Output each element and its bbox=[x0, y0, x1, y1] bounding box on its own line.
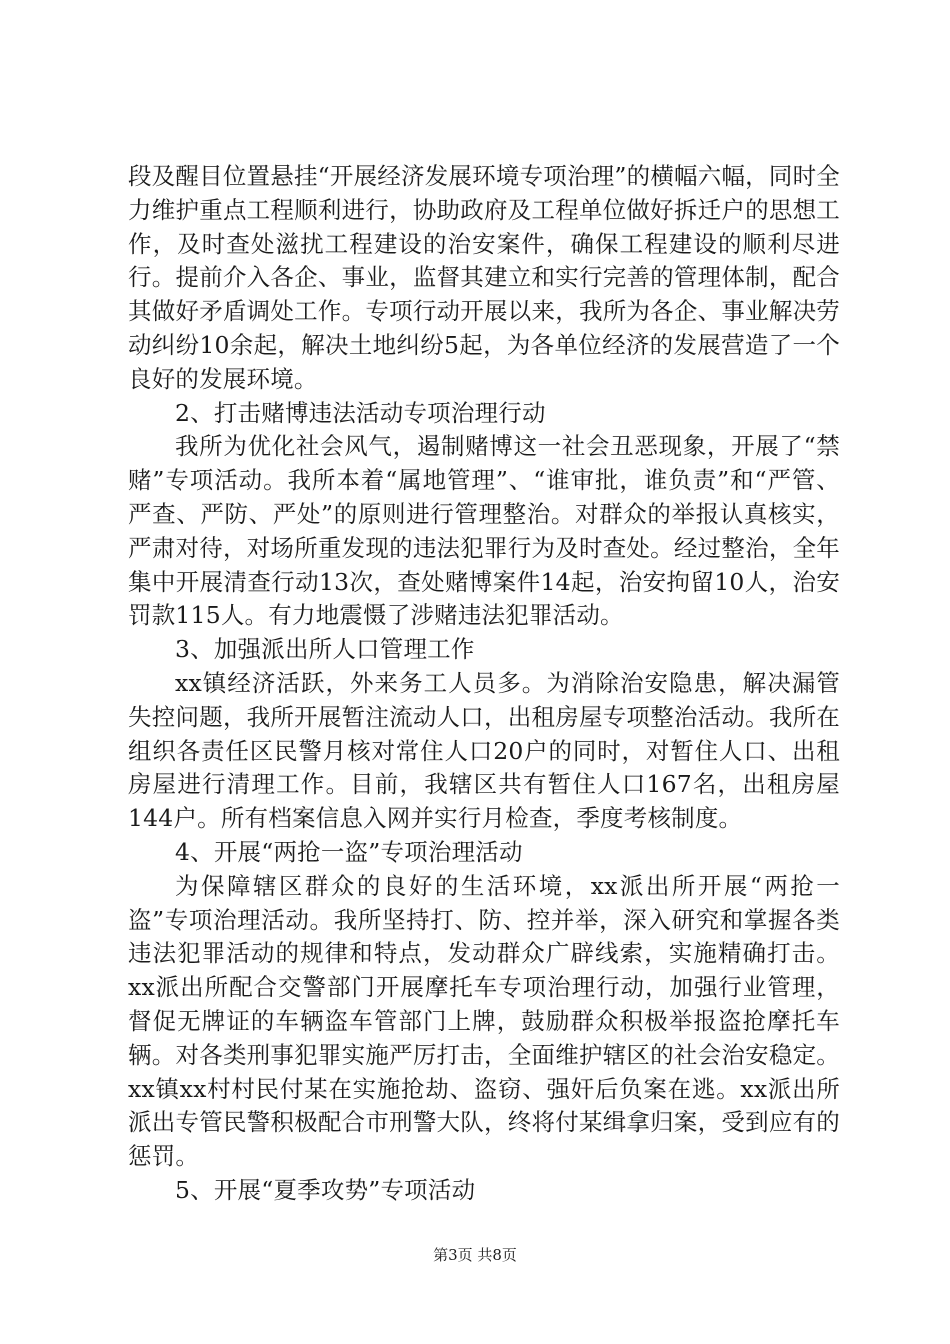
heading-summer-offensive: 5、开展“夏季攻势”专项活动 bbox=[175, 1175, 476, 1204]
paragraph-economic-environment: 段及醒目位置悬挂“开展经济发展环境专项治理”的横幅六幅，同时全力维护重点工程顺利进行，协助政府及工程单位做好拆迁户的思想工作，及时查处滋扰工程建设的治安案件，确保工程建设的顺利尽进行。提前介入各企、事业，监督其建立和实行完善的管理体制，配合其做好矛盾调处工作。专项行动开展以来，我所为各企、事业解决劳动纠纷10余起，解决土地纠纷5起，为各单位经济的发展营造了一个良好的发展环境。 bbox=[128, 162, 840, 393]
paragraph-gambling-crackdown: 我所为优化社会风气，遏制赌博这一社会丑恶现象，开展了“禁赌”专项活动。我所本着“属地管理”、“谁审批，谁负责”和“严管、严查、严防、严处”的原则进行管理整治。对群众的举报认真核实，严肃对待，对场所重发现的违法犯罪行为及时查处。经过整治，全年集中开展清查行动13次，查处赌博案件14起，治安拘留10人，治安罚款115人。有力地震慑了涉赌违法犯罪活动。 bbox=[128, 432, 840, 630]
page-number-footer: 第3页 共8页 bbox=[433, 1246, 517, 1264]
document-body bbox=[128, 160, 840, 1208]
heading-gambling-crackdown: 2、打击赌博违法活动专项治理行动 bbox=[175, 398, 546, 427]
heading-robbery-theft-campaign: 4、开展“两抢一盗”专项治理活动 bbox=[175, 837, 523, 866]
paragraph-robbery-theft-campaign: 为保障辖区群众的良好的生活环境，xx派出所开展“两抢一盗”专项治理活动。我所坚持打、防、控并举，深入研究和掌握各类违法犯罪活动的规律和特点，发动群众广辟线索，实施精确打击。xx派出所配合交警部门开展摩托车专项治理行动，加强行业管理，督促无牌证的车辆盗车管部门上牌，鼓励群众积极举报盗抢摩托车辆。对各类刑事犯罪实施严厉打击，全面维护辖区的社会治安稳定。xx镇xx村村民付某在实施抢劫、盗窃、强奸后负案在逃。xx派出所派出专管民警积极配合市刑警大队，终将付某缉拿归案，受到应有的惩罚。 bbox=[128, 871, 840, 1171]
heading-population-management: 3、加强派出所人口管理工作 bbox=[175, 635, 475, 664]
paragraph-population-management: xx镇经济活跃，外来务工人员多。为消除治安隐患，解决漏管失控问题，我所开展暂注流动人口，出租房屋专项整治活动。我所在组织各责任区民警月核对常住人口20户的同时，对暂住人口、出租房屋进行清理工作。目前，我辖区共有暂住人口167名，出租房屋144户。所有档案信息入网并实行月检查，季度考核制度。 bbox=[128, 668, 840, 833]
